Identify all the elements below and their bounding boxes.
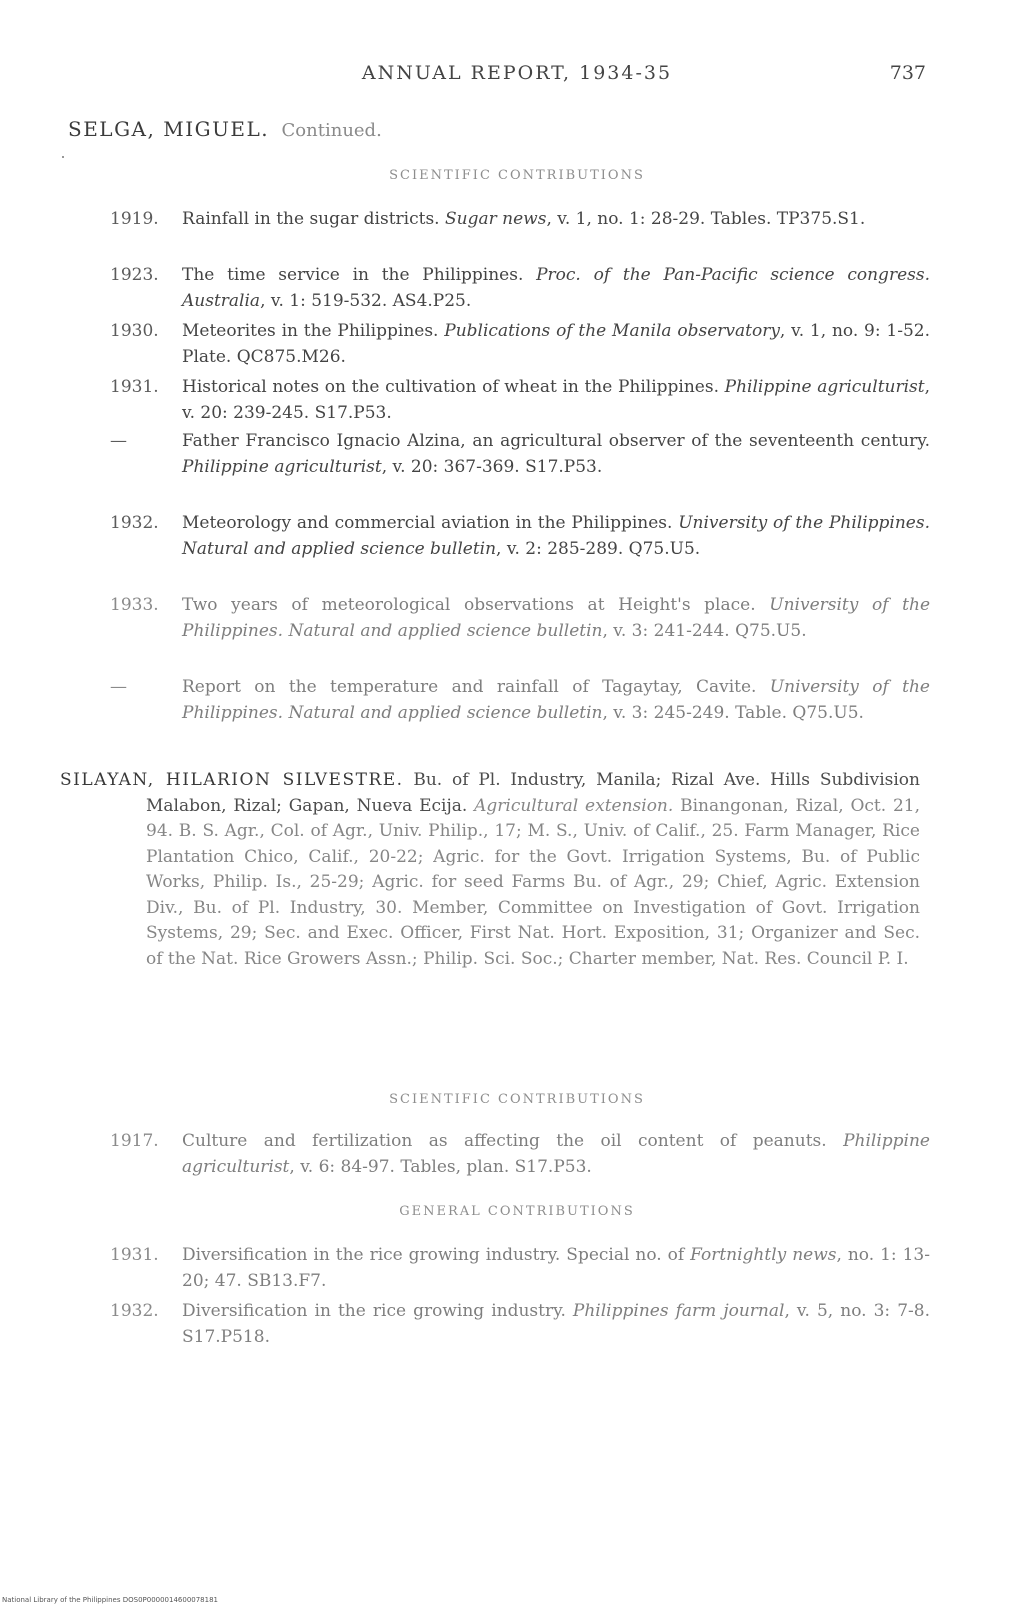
bibliography-entry: 1917. Culture and fertilization as affecting the oil content of peanuts. Philippine agriculturist, v. 6: 84-97. Tables, plan. S17.P53. bbox=[110, 1128, 930, 1180]
scan-footer: National Library of the Philippines DOS0P0000014600078181 bbox=[2, 1596, 218, 1604]
bibliography-entry: 1932. Diversification in the rice growing industry. Philippines farm journal, v. 5, no. 3: 7-8. S17.P518. bbox=[110, 1298, 930, 1350]
bibliography-entry: 1933. Two years of meteorological observations at Height's place. University of the Philippines. Natural and applied science bulletin, v. 3: 241-244. Q75.U5. bbox=[110, 592, 930, 644]
entry-year: 1917. bbox=[110, 1131, 159, 1151]
entry-year: 1932. bbox=[110, 1301, 159, 1321]
margin-mark bbox=[62, 156, 64, 158]
entry-year: 1923. bbox=[110, 265, 159, 285]
entry-year: 1932. bbox=[110, 513, 159, 533]
bibliography-entry: 1930. Meteorites in the Philippines. Publications of the Manila observatory, v. 1, no. 9: 1-52. Plate. QC875.M26. bbox=[110, 318, 930, 370]
entry-year: 1919. bbox=[110, 209, 159, 229]
entry-year: — bbox=[110, 677, 127, 697]
section-heading-scientific: SCIENTIFIC CONTRIBUTIONS bbox=[389, 168, 645, 183]
section-heading-general: GENERAL CONTRIBUTIONS bbox=[399, 1204, 635, 1219]
running-header bbox=[0, 62, 1034, 88]
author-biography-silayan: SILAYAN, HILARION SILVESTRE. Bu. of Pl. Industry, Manila; Rizal Ave. Hills Subdivision Malabon, Rizal; Gapan, Nueva Ecija. Agricultural extension. Binangonan, Rizal, Oct. 21, 94. B. S. Agr., Col. of Agr., Univ. Philip., 17; M. S., Univ. of Calif., 25. Farm Manager, Rice Plantation Chico, Calif., 20-22; Agric. for the Govt. Irrigation Systems, Bu. of Public Works, Philip. Is., 25-29; Agric. for seed Farms Bu. of Agr., 29; Chief, Agric. Extension Div., Bu. of Pl. Industry, 30. Member, Committee on Investigation of Govt. Irrigation Systems, 29; Sec. and Exec. Officer, First Nat. Hort. Exposition, 31; Organizer and Sec. of the Nat. Rice Growers Assn.; Philip. Sci. Soc.; Charter member, Nat. Res. Council P. I. bbox=[60, 770, 921, 969]
page-number: 737 bbox=[889, 62, 926, 84]
bibliography-entry: 1931. Historical notes on the cultivation of wheat in the Philippines. Philippine agriculturist, v. 20: 239-245. S17.P53. bbox=[110, 374, 930, 426]
bibliography-entry: 1932. Meteorology and commercial aviation in the Philippines. University of the Philippines. Natural and applied science bulletin, v. 2: 285-289. Q75.U5. bbox=[110, 510, 930, 562]
report-title: ANNUAL REPORT, 1934-35 bbox=[361, 62, 673, 84]
continued-label: Continued. bbox=[281, 120, 382, 141]
bibliography-entry: — Report on the temperature and rainfall of Tagaytay, Cavite. University of the Philippines. Natural and applied science bulletin, v. 3: 245-249. Table. Q75.U5. bbox=[110, 674, 930, 726]
author-name: SELGA, MIGUEL. bbox=[68, 117, 270, 141]
entry-year: 1930. bbox=[110, 321, 159, 341]
bibliography-entry: 1919. Rainfall in the sugar districts. Sugar news, v. 1, no. 1: 28-29. Tables. TP375.S1. bbox=[110, 206, 930, 232]
bibliography-entry: 1931. Diversification in the rice growing industry. Special no. of Fortnightly news, no. 1: 13-20; 47. SB13.F7. bbox=[110, 1242, 930, 1294]
entry-year: 1931. bbox=[110, 1245, 159, 1265]
author-heading-selga bbox=[68, 117, 382, 141]
author-name: SILAYAN, HILARION SILVESTRE. bbox=[60, 770, 404, 790]
bibliography-entry: 1923. The time service in the Philippines. Proc. of the Pan-Pacific science congress. Australia, v. 1: 519-532. AS4.P25. bbox=[110, 262, 930, 314]
section-heading-scientific: SCIENTIFIC CONTRIBUTIONS bbox=[389, 1092, 645, 1107]
entry-year: 1931. bbox=[110, 377, 159, 397]
entry-year: 1933. bbox=[110, 595, 159, 615]
bibliography-entry: — Father Francisco Ignacio Alzina, an agricultural observer of the seventeenth century. Philippine agriculturist, v. 20: 367-369. S17.P53. bbox=[110, 428, 930, 480]
entry-year: — bbox=[110, 431, 127, 451]
